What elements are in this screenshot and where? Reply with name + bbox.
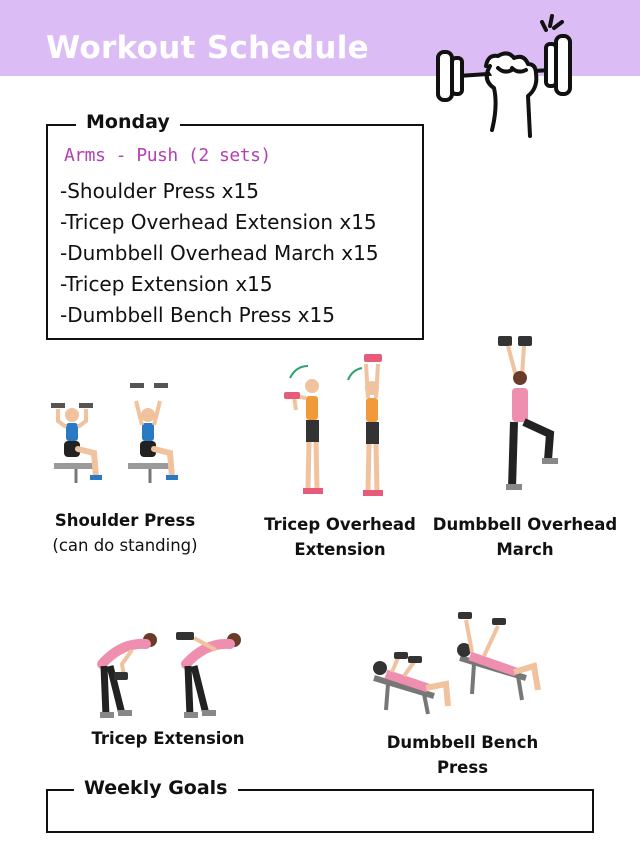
tricep-overhead-caption [245, 512, 435, 562]
overhead-march-title: Dumbbell Overhead [432, 515, 618, 534]
bench-press-illustration [368, 610, 548, 722]
monday-label: Monday [76, 111, 180, 133]
hand-dumbbell-icon [424, 8, 584, 148]
page-title: Workout Schedule [46, 30, 369, 66]
overhead-march-title-2: March [496, 540, 554, 559]
weekly-goals-label: Weekly Goals [74, 777, 238, 799]
shoulder-press-note: (can do standing) [52, 536, 198, 555]
tricep-overhead-title-2: Extension [294, 540, 386, 559]
tricep-extension-illustration [88, 624, 248, 724]
list-item: -Shoulder Press x15 [60, 179, 259, 203]
overhead-march-illustration [484, 334, 574, 494]
list-item: -Tricep Extension x15 [60, 272, 273, 296]
tricep-extension-title: Tricep Extension [91, 729, 245, 748]
routine-subtitle: Arms - Push (2 sets) [64, 145, 271, 166]
shoulder-press-title: Shoulder Press [54, 511, 196, 530]
tricep-extension-caption [58, 726, 278, 751]
list-item: -Dumbbell Overhead March x15 [60, 241, 379, 265]
exercise-list [60, 176, 379, 331]
bench-press-title-2: Press [436, 758, 489, 777]
shoulder-press-illustration [48, 375, 198, 490]
overhead-march-caption [430, 512, 620, 562]
bench-press-caption [360, 730, 565, 780]
bench-press-title: Dumbbell Bench [386, 733, 539, 752]
list-item: -Dumbbell Bench Press x15 [60, 303, 335, 327]
tricep-overhead-title: Tricep Overhead [264, 515, 416, 534]
tricep-overhead-illustration [276, 350, 406, 510]
shoulder-press-caption [20, 508, 230, 558]
list-item: -Tricep Overhead Extension x15 [60, 210, 377, 234]
